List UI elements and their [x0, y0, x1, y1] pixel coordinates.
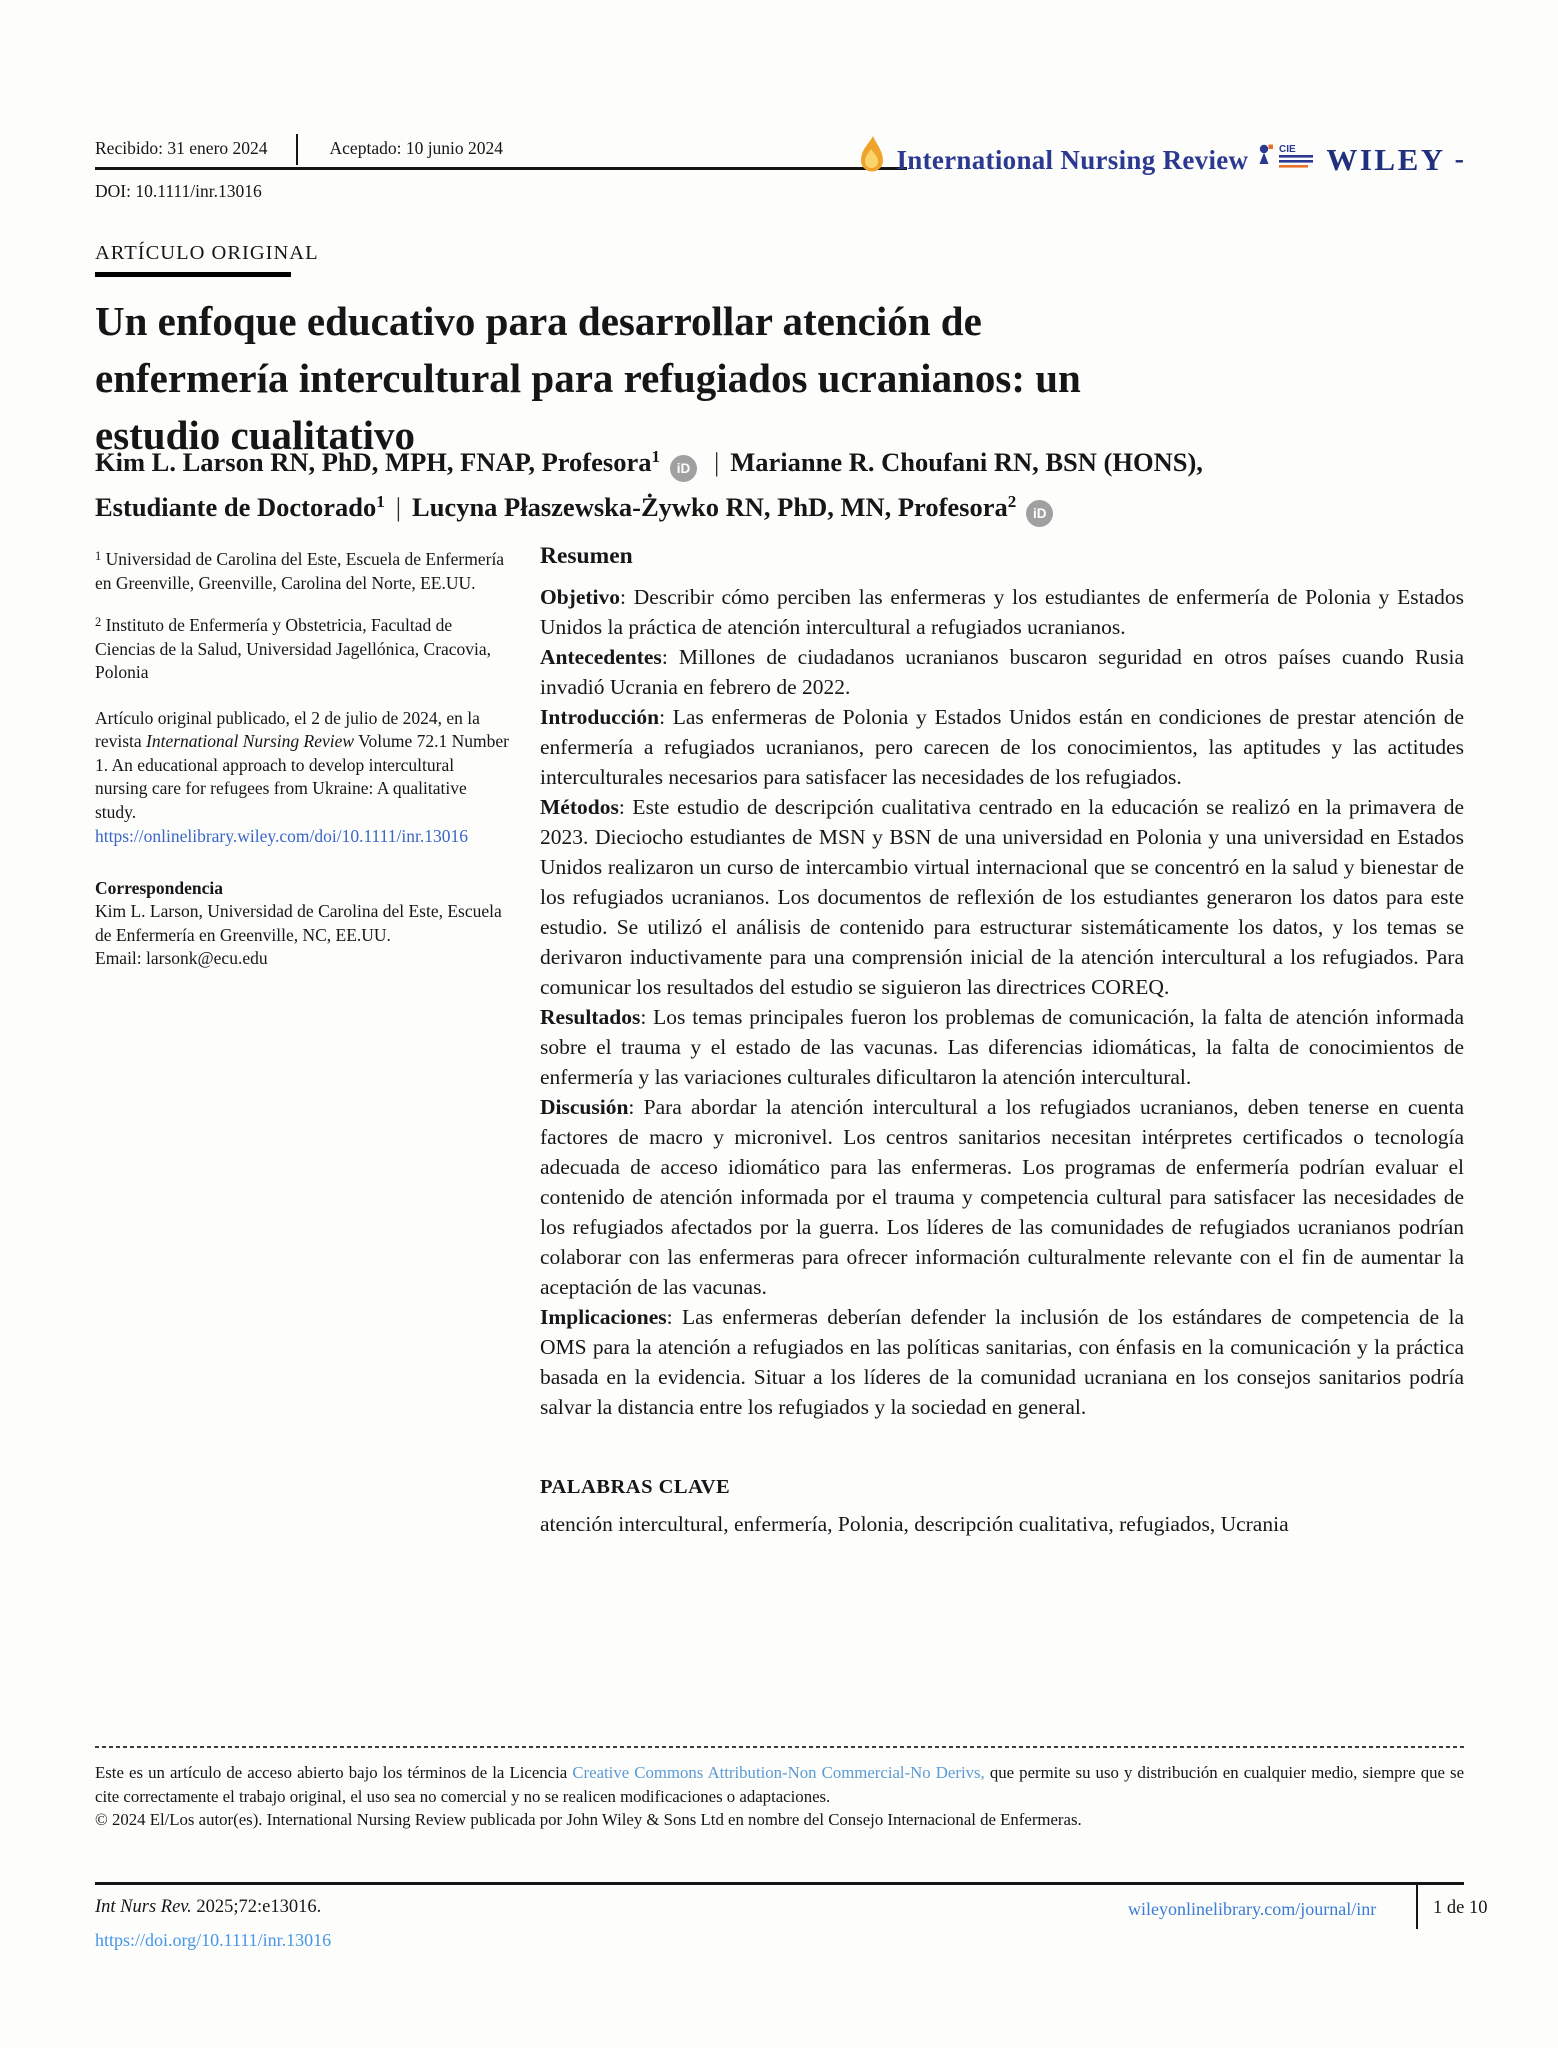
- abstract-section-text: : Los temas principales fueron los problemas de comunicación, la falta de atención informada sobre el trauma y el estado de las vacunas. Las diferencias idiomáticas, la falta de conocimientos de enfermería y las variaciones culturales dificultaron la atención intercultural.: [540, 1005, 1464, 1089]
- author-affiliation-sup: 2: [1007, 492, 1017, 511]
- license-dashed-rule: [95, 1746, 1464, 1748]
- abstract-section-text: : Las enfermeras deberían defender la inclusión de los estándares de competencia de la OMS para la atención a refugiados en las políticas sanitarias, con énfasis en la comunicación y la práctica basada en la evidencia. Situar a los líderes de la comunidad ucraniana en los consejos sanitarios podría salvar la distancia entre los refugiados y la sociedad en general.: [540, 1305, 1464, 1419]
- sidebar: [95, 545, 509, 971]
- affiliation-2: [95, 611, 509, 685]
- abstract-section-label: Introducción: [540, 705, 660, 729]
- abstract-section-label: Antecedentes: [540, 645, 662, 669]
- footer-citation: [95, 1897, 321, 1918]
- article-type-underline: [95, 272, 291, 277]
- wiley-logo: WILEY: [1326, 142, 1446, 177]
- header-rule: [95, 167, 907, 170]
- footer-citation-journal: Int Nurs Rev.: [95, 1897, 192, 1917]
- license-text: Este es un artículo de acceso abierto bajo los términos de la Licencia: [95, 1763, 573, 1782]
- icn-logo: [1257, 140, 1317, 181]
- orcid-icon[interactable]: iD: [670, 455, 697, 482]
- correspondence-text: Kim L. Larson, Universidad de Carolina del Este, Escuela de Enfermería en Greenville, NC, EE.UU.: [95, 901, 502, 945]
- affiliation-text: Instituto de Enfermería y Obstetricia, Facultad de Ciencias de la Salud, Universidad Jagellónica, Cracovia, Polonia: [95, 615, 492, 682]
- abstract: [540, 543, 1464, 1537]
- license-text: que permite su uso y distribución en cualquier medio, siempre que se cite correctamente el trabajo original, el uso sea no comercial y no se realicen modificaciones o adaptaciones.: [95, 1763, 1465, 1806]
- journal-masthead: [855, 134, 1464, 186]
- abstract-section-label: Objetivo: [540, 585, 621, 609]
- author-name: Marianne R. Choufani RN, BSN (HONS), Estudiante de Doctorado: [95, 447, 1203, 522]
- article-url-link[interactable]: https://onlinelibrary.wiley.com/doi/10.1111/inr.13016: [95, 826, 468, 846]
- keywords-heading: PALABRAS CLAVE: [540, 1476, 731, 1498]
- abstract-section-introduccion: [540, 702, 1464, 792]
- abstract-section-text: : Para abordar la atención intercultural a los refugiados ucranianos, deben tenerse en cuenta factores de macro y micronivel. Los centros sanitarios necesitan intérpretes certificados o tecnología adecuada de acceso idiomático para las enfermeras. Los programas de enfermería podrían evaluar el contenido de atención informada por el trauma y competencia cultural para satisfacer las necesidades de los refugiados afectados por la guerra. Los líderes de las comunidades de refugiados ucranianos podrían colaborar con las enfermeras para ofrecer información culturalmente relevante con el fin de aumentar la aceptación de las vacunas.: [540, 1095, 1464, 1299]
- keywords-block: [540, 1476, 1464, 1537]
- affiliation-sup: 2: [95, 615, 102, 629]
- abstract-section-antecedentes: [540, 642, 1464, 702]
- orcid-icon[interactable]: iD: [1026, 500, 1053, 527]
- correspondence-email: Email: larsonk@ecu.edu: [95, 948, 268, 968]
- affiliation-sup: 1: [95, 549, 102, 563]
- author-affiliation-sup: 1: [376, 492, 385, 511]
- abstract-section-metodos: [540, 792, 1464, 1002]
- correspondence-heading: Correspondencia: [95, 877, 224, 898]
- page-number: 1 de 10: [1433, 1898, 1488, 1918]
- wiley-dash: -: [1454, 144, 1464, 175]
- abstract-section-discusion: [540, 1092, 1464, 1302]
- abstract-section-implicaciones: [540, 1302, 1464, 1422]
- abstract-section-label: Implicaciones: [540, 1305, 667, 1329]
- abstract-section-objetivo: [540, 582, 1464, 642]
- meta-divider: [296, 134, 298, 165]
- abstract-heading: Resumen: [540, 543, 633, 569]
- abstract-section-text: : Este estudio de descripción cualitativa centrado en la educación se realizó en la primavera de 2023. Dieciocho estudiantes de MSN y BSN de una universidad en Polonia y una universidad en Estados Unidos realizaron un curso de intercambio virtual internacional que se concentró en la salud y bienestar de los refugiados ucranianos. Los documentos de reflexión de los estudiantes generaron los datos para este estudio. Se utilizó el análisis de contenido para estructurar sistemáticamente los datos, y los temas se derivaron inductivamente para una comprensión inicial de la atención intercultural a los refugiados. Para comunicar los resultados del estudio se siguieron las directrices COREQ.: [540, 795, 1464, 999]
- flame-icon: [855, 134, 887, 187]
- affiliation-1: [95, 545, 509, 595]
- author-name: Lucyna Płaszewska-Żywko RN, PhD, MN, Profesora: [412, 492, 1008, 522]
- publication-note-text: Volume 72.1 Number 1. An educational approach to develop intercultural nursing care for refugees from Ukraine: A qualitative study.: [95, 731, 509, 822]
- footer-citation-rest: 2025;72:e13016.: [191, 1897, 322, 1917]
- publication-note: [95, 707, 509, 849]
- wiley-online-library-link[interactable]: wileyonlinelibrary.com/journal/inr: [1128, 1899, 1377, 1919]
- publication-note-journal: International Nursing Review: [146, 731, 355, 751]
- article-type-label: ARTÍCULO ORIGINAL: [95, 242, 319, 264]
- journal-name-logo: International Nursing Review: [896, 144, 1249, 175]
- author-separator: |: [713, 447, 720, 477]
- abstract-section-text: : Millones de ciudadanos ucranianos buscaron seguridad en otros países cuando Rusia invadió Ucrania en febrero de 2022.: [540, 645, 1464, 699]
- footer-rule: [95, 1882, 1464, 1885]
- license-block: [95, 1761, 1464, 1832]
- author-name: Kim L. Larson RN, PhD, MPH, FNAP, Profesora: [95, 447, 652, 477]
- svg-text:CIE: CIE: [1279, 143, 1297, 155]
- accepted-date: Aceptado: 10 junio 2024: [329, 138, 504, 158]
- footer-divider: [1416, 1884, 1418, 1929]
- abstract-section-label: Resultados: [540, 1005, 641, 1029]
- publication-note-text: Artículo original publicado, el 2 de julio de 2024, en la revista: [95, 707, 480, 751]
- author-affiliation-sup: 1: [651, 447, 660, 466]
- abstract-section-text: : Describir cómo perciben las enfermeras y los estudiantes de enfermería de Polonia y Estados Unidos la práctica de atención intercultural a refugiados ucranianos.: [540, 585, 1464, 639]
- article-title: Un enfoque educativo para desarrollar atención de enfermería intercultural para refugiados ucranianos: un estudio cualitativo: [95, 298, 1081, 458]
- doi-line: DOI: 10.1111/inr.13016: [95, 181, 262, 201]
- received-accepted-row: [95, 138, 503, 165]
- abstract-section-resultados: [540, 1002, 1464, 1092]
- keywords-text: atención intercultural, enfermería, Polonia, descripción cualitativa, refugiados, Ucrania: [540, 1512, 1289, 1536]
- abstract-section-label: Discusión: [540, 1095, 629, 1119]
- author-separator: |: [395, 492, 402, 522]
- correspondence-block: [95, 877, 509, 971]
- doi-url-link[interactable]: https://doi.org/10.1111/inr.13016: [95, 1930, 332, 1950]
- copyright-text: © 2024 El/Los autor(es). International Nursing Review publicada por John Wiley & Sons Ltd en nombre del Consejo Internacional de Enfermeras.: [95, 1810, 1082, 1829]
- affiliation-text: Universidad de Carolina del Este, Escuela de Enfermería en Greenville, Greenville, Carolina del Norte, EE.UU.: [95, 549, 505, 593]
- creative-commons-link[interactable]: Creative Commons Attribution-Non Commercial-No Derivs,: [572, 1763, 985, 1782]
- abstract-section-label: Métodos: [540, 795, 619, 819]
- abstract-section-text: : Las enfermeras de Polonia y Estados Unidos están en condiciones de prestar atención de enfermería a refugiados ucranianos, pero carecen de los conocimientos, las aptitudes y las actitudes interculturales necesarios para satisfacer las necesidades de los refugiados.: [540, 705, 1464, 789]
- received-date: Recibido: 31 enero 2024: [95, 138, 268, 158]
- author-list: [95, 437, 1245, 527]
